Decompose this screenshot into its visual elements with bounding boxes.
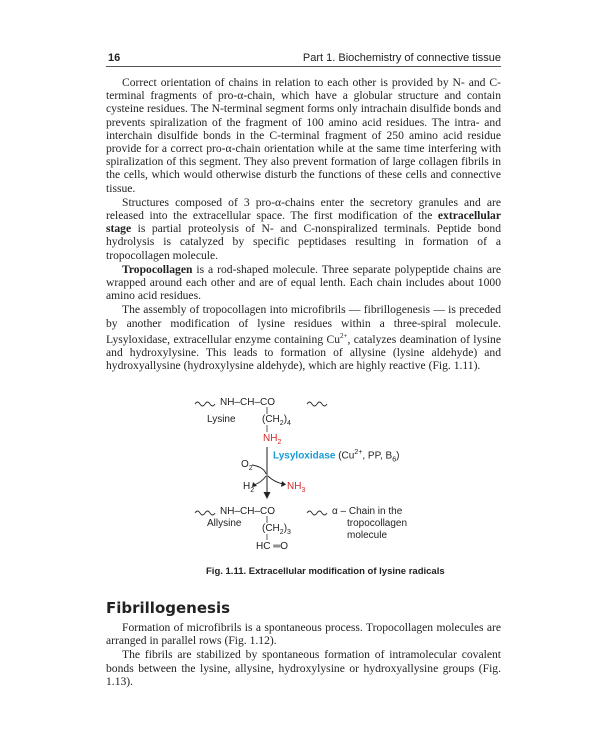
chain-note-line1: α – Chain in the	[332, 506, 403, 517]
arrowhead	[281, 481, 286, 487]
chain-wave	[307, 511, 327, 515]
header-rule	[106, 66, 501, 67]
paragraph: Structures composed of 3 pro-α-chains enter the secretory granules and are released into the extracellular space. The first modification of the extracellular stage is partial proteolysis of N- and C-nonspiralized terminals. Peptide bond hydrolysis is catalyzed by specific peptidases resulting in formation of a tropocollagen molecule.	[106, 195, 501, 262]
backbone-top: NH–CH–CO	[220, 397, 276, 408]
bold-term: Tropocollagen	[122, 262, 193, 276]
figure-1-11	[150, 392, 480, 562]
allysine-side-chain: $(CH_2)_3$	[262, 523, 291, 536]
backbone-bottom: NH–CH–CO	[220, 506, 276, 517]
chain-note-line3: molecule	[347, 530, 388, 541]
paragraph: Correct orientation of chains in relation to each other is provided by N- and C-terminal fragments of pro-α-chain, which have a globular structure and contain cysteine residues. The N-terminal segment forms only intrachain disulfide bonds and prevents spiralization of the fragment of 100 amino acid residues. The intra- and interchain disulfide bonds in the C-terminal fragment of 250 amino acid residue provide for a correct pro-α-chain orientation while at the same time interfering with spiralization of this segment. They also prevent formation of large collagen fibrils in the cells, which would otherwise disturb the functions of these cells and connective tissue.	[106, 76, 501, 195]
h2-out-arrow	[254, 476, 266, 485]
chain-wave	[195, 402, 215, 406]
section-title: Fibrillogenesis	[106, 599, 231, 617]
body-text-lower	[106, 621, 501, 689]
enzyme-label: Lysyloxidase ($Cu^{2+}$, PP, $B_6$)	[273, 449, 400, 464]
figure-lines	[150, 392, 480, 562]
paragraph: Formation of microfibrils is a spontaneous process. Tropocollagen molecules are arranged in parallel rows (Fig. 1.12).	[106, 621, 501, 648]
arrowhead	[264, 492, 271, 499]
paragraph: The fibrils are stabilized by spontaneous formation of intramolecular covalent bonds between the lysine, allysine, hydroxylysine or hydroxyallysine groups (Fig. 1.13).	[106, 648, 501, 688]
oxygen-label: $O_2$	[241, 459, 253, 472]
lysine-side-chain: $(CH_2)_4$	[262, 414, 291, 427]
ammonia-label: $NH_3$	[287, 481, 306, 494]
chain-wave	[307, 402, 327, 406]
o2-in-arrow	[252, 465, 266, 474]
paragraph: Tropocollagen is a rod-shaped molecule. Three separate polypeptide chains are wrapped around each other and are of equal lenth. Each chain includes about 1000 amino acid residues.	[106, 262, 501, 303]
body-text-upper	[106, 76, 501, 373]
aldehyde-group: HC ═O	[256, 541, 289, 552]
paragraph: The assembly of tropocollagen into microfibrils — fibrillogenesis — is preceded by another modification of lysine residues within a three-spiral molecule. Lysyloxidase, extracellular enzyme containing $Cu^{2+}$, catalyzes deamination of lysine and hydroxylysine. This leads to formation of allysine (lysine aldehyde) and hydroxyallysine (hydroxylysine aldehyde), which are highly reactive (Fig. 1.11).	[106, 303, 501, 373]
running-title: Part 1. Biochemistry of connective tissue	[302, 52, 501, 64]
bold-term: extracellular stage	[106, 209, 501, 236]
hydrogen-label: $H_2$	[243, 481, 255, 494]
amino-group: $NH_2$	[263, 433, 282, 446]
allysine-label: Allysine	[207, 518, 242, 529]
page-header	[106, 50, 501, 66]
figure-caption: Fig. 1.11. Extracellular modification of lysine radicals	[206, 566, 445, 577]
chain-note-line2: tropocollagen	[347, 518, 408, 529]
lysine-label: Lysine	[207, 414, 236, 425]
page-number: 16	[108, 52, 121, 64]
nh3-out-arrow	[268, 476, 283, 484]
chain-wave	[195, 511, 215, 515]
